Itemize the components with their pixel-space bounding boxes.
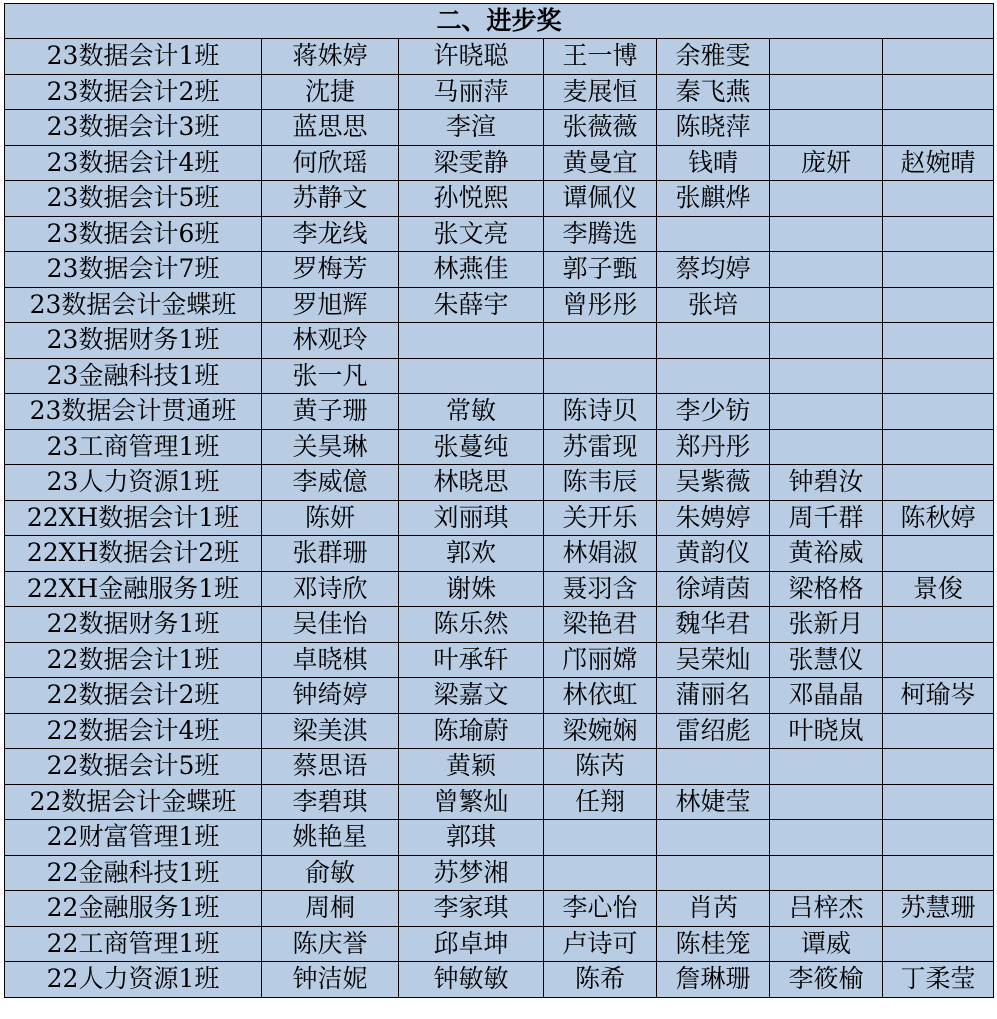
student-name-cell[interactable]: 郭欢	[399, 536, 544, 572]
student-name-cell[interactable]: 张一凡	[262, 358, 399, 394]
student-name-cell[interactable]: 黄韵仪	[657, 536, 770, 572]
student-name-cell[interactable]: 任翔	[544, 784, 657, 820]
student-name-cell[interactable]	[544, 323, 657, 359]
student-name-cell[interactable]: 柯瑜岑	[883, 678, 994, 714]
table-row	[5, 181, 994, 217]
student-name-cell[interactable]: 梁嘉文	[399, 678, 544, 714]
student-name-cell[interactable]: 张蔓纯	[399, 429, 544, 465]
student-name-cell[interactable]	[770, 784, 883, 820]
student-name-cell[interactable]: 黄曼宜	[544, 145, 657, 181]
student-name-cell[interactable]	[657, 855, 770, 891]
class-name-cell[interactable]: 22人力资源1班	[5, 962, 262, 998]
student-name-cell[interactable]	[883, 607, 994, 643]
student-name-cell[interactable]	[883, 181, 994, 217]
student-name-cell[interactable]: 陈诗贝	[544, 394, 657, 430]
class-name-cell[interactable]: 22工商管理1班	[5, 926, 262, 962]
table-row	[5, 216, 994, 252]
table-row	[5, 855, 994, 891]
student-name-cell[interactable]	[770, 39, 883, 75]
student-name-cell[interactable]	[883, 394, 994, 430]
student-name-cell[interactable]: 钟洁妮	[262, 962, 399, 998]
student-name-cell[interactable]: 常敏	[399, 394, 544, 430]
class-name-cell[interactable]: 23数据会计4班	[5, 145, 262, 181]
student-name-cell[interactable]	[883, 749, 994, 785]
student-name-cell[interactable]	[544, 820, 657, 856]
table-row	[5, 145, 994, 181]
student-name-cell[interactable]: 俞敏	[262, 855, 399, 891]
student-name-cell[interactable]: 苏梦湘	[399, 855, 544, 891]
student-name-cell[interactable]: 林婕莹	[657, 784, 770, 820]
table-row	[5, 110, 994, 146]
student-name-cell[interactable]	[544, 358, 657, 394]
student-name-cell[interactable]: 钱晴	[657, 145, 770, 181]
student-name-cell[interactable]: 黄子珊	[262, 394, 399, 430]
student-name-cell[interactable]	[544, 855, 657, 891]
student-name-cell[interactable]	[770, 181, 883, 217]
student-name-cell[interactable]	[883, 39, 994, 75]
class-name-cell[interactable]: 23人力资源1班	[5, 465, 262, 501]
student-name-cell[interactable]: 张新月	[770, 607, 883, 643]
student-name-cell[interactable]: 陈韦辰	[544, 465, 657, 501]
class-name-cell[interactable]: 23工商管理1班	[5, 429, 262, 465]
student-name-cell[interactable]: 钟绮婷	[262, 678, 399, 714]
class-name-cell[interactable]: 23数据会计1班	[5, 39, 262, 75]
student-name-cell[interactable]	[883, 74, 994, 110]
student-name-cell[interactable]: 景俊	[883, 571, 994, 607]
student-name-cell[interactable]: 朱薛宇	[399, 287, 544, 323]
student-name-cell[interactable]: 张群珊	[262, 536, 399, 572]
table-row	[5, 926, 994, 962]
student-name-cell[interactable]	[770, 820, 883, 856]
student-name-cell[interactable]: 梁雯静	[399, 145, 544, 181]
table-row	[5, 820, 994, 856]
table-row	[5, 962, 994, 998]
student-name-cell[interactable]	[883, 287, 994, 323]
table-row	[5, 891, 994, 927]
class-name-cell[interactable]: 23金融科技1班	[5, 358, 262, 394]
student-name-cell[interactable]: 丁柔莹	[883, 962, 994, 998]
title-row	[5, 4, 994, 39]
table-row	[5, 749, 994, 785]
student-name-cell[interactable]: 林燕佳	[399, 252, 544, 288]
student-name-cell[interactable]	[399, 358, 544, 394]
student-name-cell[interactable]: 王一博	[544, 39, 657, 75]
student-name-cell[interactable]	[883, 216, 994, 252]
student-name-cell[interactable]: 叶承轩	[399, 642, 544, 678]
student-name-cell[interactable]	[770, 855, 883, 891]
student-name-cell[interactable]: 卓晓棋	[262, 642, 399, 678]
student-name-cell[interactable]: 林观玲	[262, 323, 399, 359]
table-row	[5, 39, 994, 75]
student-name-cell[interactable]: 张培	[657, 287, 770, 323]
student-name-cell[interactable]: 邝丽嫦	[544, 642, 657, 678]
table-row	[5, 678, 994, 714]
student-name-cell[interactable]: 黄颖	[399, 749, 544, 785]
student-name-cell[interactable]	[883, 323, 994, 359]
student-name-cell[interactable]: 李家琪	[399, 891, 544, 927]
student-name-cell[interactable]: 周桐	[262, 891, 399, 927]
student-name-cell[interactable]: 陈希	[544, 962, 657, 998]
student-name-cell[interactable]	[657, 820, 770, 856]
class-name-cell[interactable]: 22财富管理1班	[5, 820, 262, 856]
student-name-cell[interactable]: 林依虹	[544, 678, 657, 714]
class-name-cell[interactable]: 23数据财务1班	[5, 323, 262, 359]
student-name-cell[interactable]: 卢诗可	[544, 926, 657, 962]
student-name-cell[interactable]	[883, 252, 994, 288]
student-name-cell[interactable]: 马丽萍	[399, 74, 544, 110]
student-name-cell[interactable]: 詹琳珊	[657, 962, 770, 998]
class-name-cell[interactable]: 23数据会计3班	[5, 110, 262, 146]
student-name-cell[interactable]: 许晓聪	[399, 39, 544, 75]
table-row	[5, 429, 994, 465]
student-name-cell[interactable]	[883, 358, 994, 394]
student-name-cell[interactable]: 张薇薇	[544, 110, 657, 146]
class-name-cell[interactable]: 23数据会计7班	[5, 252, 262, 288]
student-name-cell[interactable]: 张慧仪	[770, 642, 883, 678]
class-name-cell[interactable]: 22XH数据会计2班	[5, 536, 262, 572]
student-name-cell[interactable]: 蒋姝婷	[262, 39, 399, 75]
class-name-cell[interactable]: 22数据财务1班	[5, 607, 262, 643]
student-name-cell[interactable]	[883, 536, 994, 572]
student-name-cell[interactable]	[883, 110, 994, 146]
table-row	[5, 571, 994, 607]
student-name-cell[interactable]: 苏静文	[262, 181, 399, 217]
class-name-cell[interactable]: 22金融科技1班	[5, 855, 262, 891]
student-name-cell[interactable]: 陈妍	[262, 500, 399, 536]
student-name-cell[interactable]: 邱卓坤	[399, 926, 544, 962]
student-name-cell[interactable]: 谭威	[770, 926, 883, 962]
student-name-cell[interactable]: 李龙线	[262, 216, 399, 252]
student-name-cell[interactable]: 朱娉婷	[657, 500, 770, 536]
table-row	[5, 607, 994, 643]
student-name-cell[interactable]: 关开乐	[544, 500, 657, 536]
student-name-cell[interactable]: 陈桂笼	[657, 926, 770, 962]
student-name-cell[interactable]: 钟敏敏	[399, 962, 544, 998]
student-name-cell[interactable]	[657, 323, 770, 359]
table-row	[5, 784, 994, 820]
table-row	[5, 536, 994, 572]
student-name-cell[interactable]	[883, 820, 994, 856]
class-name-cell[interactable]: 22金融服务1班	[5, 891, 262, 927]
student-name-cell[interactable]: 郭子甄	[544, 252, 657, 288]
student-name-cell[interactable]: 肖芮	[657, 891, 770, 927]
student-name-cell[interactable]	[657, 216, 770, 252]
progress-award-table	[4, 3, 994, 998]
student-name-cell[interactable]: 李腾选	[544, 216, 657, 252]
student-name-cell[interactable]: 何欣瑶	[262, 145, 399, 181]
student-name-cell[interactable]: 梁美淇	[262, 713, 399, 749]
student-name-cell[interactable]: 叶晓岚	[770, 713, 883, 749]
student-name-cell[interactable]: 黄裕威	[770, 536, 883, 572]
student-name-cell[interactable]	[770, 749, 883, 785]
table-row	[5, 252, 994, 288]
student-name-cell[interactable]: 曾彤彤	[544, 287, 657, 323]
student-name-cell[interactable]	[770, 110, 883, 146]
student-name-cell[interactable]: 陈晓萍	[657, 110, 770, 146]
student-name-cell[interactable]: 谢姝	[399, 571, 544, 607]
student-name-cell[interactable]: 罗梅芳	[262, 252, 399, 288]
student-name-cell[interactable]: 蔡思语	[262, 749, 399, 785]
table-row	[5, 287, 994, 323]
student-name-cell[interactable]: 梁格格	[770, 571, 883, 607]
student-name-cell[interactable]	[883, 642, 994, 678]
student-name-cell[interactable]: 张文亮	[399, 216, 544, 252]
student-name-cell[interactable]: 庞妍	[770, 145, 883, 181]
student-name-cell[interactable]: 曾繁灿	[399, 784, 544, 820]
student-name-cell[interactable]: 陈芮	[544, 749, 657, 785]
student-name-cell[interactable]: 李渲	[399, 110, 544, 146]
student-name-cell[interactable]: 麦展恒	[544, 74, 657, 110]
class-name-cell[interactable]: 23数据会计5班	[5, 181, 262, 217]
student-name-cell[interactable]: 苏慧珊	[883, 891, 994, 927]
student-name-cell[interactable]: 李心怡	[544, 891, 657, 927]
student-name-cell[interactable]: 吴紫薇	[657, 465, 770, 501]
student-name-cell[interactable]: 梁艳君	[544, 607, 657, 643]
student-name-cell[interactable]: 陈乐然	[399, 607, 544, 643]
student-name-cell[interactable]	[657, 358, 770, 394]
class-name-cell[interactable]: 22数据会计2班	[5, 678, 262, 714]
student-name-cell[interactable]	[770, 358, 883, 394]
student-name-cell[interactable]: 李筱榆	[770, 962, 883, 998]
student-name-cell[interactable]: 吕梓杰	[770, 891, 883, 927]
student-name-cell[interactable]: 陈庆誉	[262, 926, 399, 962]
student-name-cell[interactable]: 吴佳怡	[262, 607, 399, 643]
student-name-cell[interactable]: 蔡均婷	[657, 252, 770, 288]
class-name-cell[interactable]: 23数据会计贯通班	[5, 394, 262, 430]
student-name-cell[interactable]: 周千群	[770, 500, 883, 536]
student-name-cell[interactable]	[770, 216, 883, 252]
student-name-cell[interactable]: 谭佩仪	[544, 181, 657, 217]
student-name-cell[interactable]: 秦飞燕	[657, 74, 770, 110]
student-name-cell[interactable]: 梁婉娴	[544, 713, 657, 749]
table-row	[5, 713, 994, 749]
student-name-cell[interactable]: 聂羽含	[544, 571, 657, 607]
table-row	[5, 394, 994, 430]
table-row	[5, 74, 994, 110]
student-name-cell[interactable]: 李少钫	[657, 394, 770, 430]
student-name-cell[interactable]	[770, 287, 883, 323]
student-name-cell[interactable]: 林娟淑	[544, 536, 657, 572]
student-name-cell[interactable]: 林晓思	[399, 465, 544, 501]
table-row	[5, 358, 994, 394]
student-name-cell[interactable]: 李碧琪	[262, 784, 399, 820]
student-name-cell[interactable]	[770, 74, 883, 110]
student-name-cell[interactable]: 郭琪	[399, 820, 544, 856]
student-name-cell[interactable]: 徐靖茵	[657, 571, 770, 607]
class-name-cell[interactable]: 22XH金融服务1班	[5, 571, 262, 607]
table-row	[5, 323, 994, 359]
student-name-cell[interactable]: 沈捷	[262, 74, 399, 110]
student-name-cell[interactable]	[883, 926, 994, 962]
student-name-cell[interactable]	[770, 429, 883, 465]
student-name-cell[interactable]: 蓝思思	[262, 110, 399, 146]
class-name-cell[interactable]: 22数据会计5班	[5, 749, 262, 785]
table-row	[5, 500, 994, 536]
student-name-cell[interactable]: 雷绍彪	[657, 713, 770, 749]
class-name-cell[interactable]: 22XH数据会计1班	[5, 500, 262, 536]
class-name-cell[interactable]: 22数据会计1班	[5, 642, 262, 678]
student-name-cell[interactable]: 罗旭辉	[262, 287, 399, 323]
student-name-cell[interactable]	[883, 465, 994, 501]
student-name-cell[interactable]: 赵婉晴	[883, 145, 994, 181]
table-body	[5, 4, 994, 998]
student-name-cell[interactable]	[883, 429, 994, 465]
student-name-cell[interactable]	[770, 394, 883, 430]
student-name-cell[interactable]: 吴荣灿	[657, 642, 770, 678]
student-name-cell[interactable]: 李威億	[262, 465, 399, 501]
table-row	[5, 642, 994, 678]
student-name-cell[interactable]: 余雅雯	[657, 39, 770, 75]
student-name-cell[interactable]: 刘丽琪	[399, 500, 544, 536]
student-name-cell[interactable]: 郑丹彤	[657, 429, 770, 465]
table-row	[5, 465, 994, 501]
student-name-cell[interactable]	[883, 855, 994, 891]
student-name-cell[interactable]: 孙悦熙	[399, 181, 544, 217]
student-name-cell[interactable]	[657, 749, 770, 785]
student-name-cell[interactable]: 魏华君	[657, 607, 770, 643]
student-name-cell[interactable]: 关昊琳	[262, 429, 399, 465]
student-name-cell[interactable]	[399, 323, 544, 359]
student-name-cell[interactable]: 姚艳星	[262, 820, 399, 856]
student-name-cell[interactable]: 邓诗欣	[262, 571, 399, 607]
student-name-cell[interactable]: 钟碧汝	[770, 465, 883, 501]
student-name-cell[interactable]	[770, 323, 883, 359]
student-name-cell[interactable]	[883, 784, 994, 820]
class-name-cell[interactable]: 23数据会计2班	[5, 74, 262, 110]
student-name-cell[interactable]	[883, 713, 994, 749]
class-name-cell[interactable]: 22数据会计4班	[5, 713, 262, 749]
table-title[interactable]: 二、进步奖	[5, 4, 994, 39]
student-name-cell[interactable]: 蒲丽名	[657, 678, 770, 714]
student-name-cell[interactable]: 张麒烨	[657, 181, 770, 217]
student-name-cell[interactable]: 邓晶晶	[770, 678, 883, 714]
class-name-cell[interactable]: 23数据会计6班	[5, 216, 262, 252]
student-name-cell[interactable]: 苏雷现	[544, 429, 657, 465]
student-name-cell[interactable]: 陈瑜蔚	[399, 713, 544, 749]
class-name-cell[interactable]: 22数据会计金蝶班	[5, 784, 262, 820]
student-name-cell[interactable]: 陈秋婷	[883, 500, 994, 536]
class-name-cell[interactable]: 23数据会计金蝶班	[5, 287, 262, 323]
student-name-cell[interactable]	[770, 252, 883, 288]
